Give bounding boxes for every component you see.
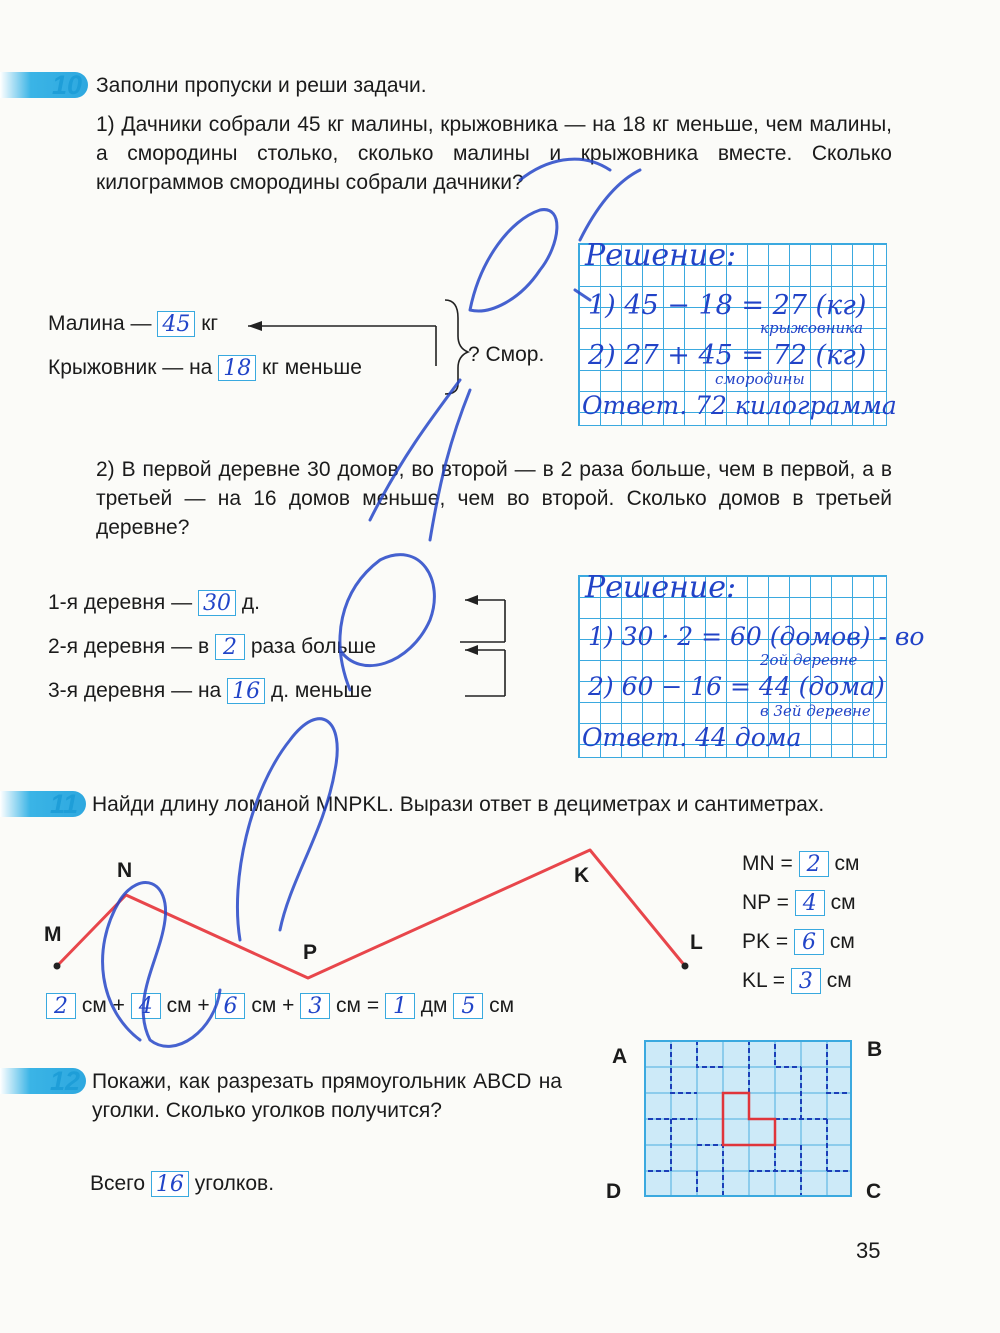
sum-c-box[interactable]: 6 bbox=[215, 993, 245, 1019]
point-m-label: M bbox=[44, 923, 62, 946]
solution-2-step-2: 2) 60 − 16 = 44 (дома) bbox=[588, 672, 885, 701]
segment-mn-unit: см bbox=[834, 852, 860, 875]
sum-b-box[interactable]: 4 bbox=[131, 993, 161, 1019]
sum-b-unit: см bbox=[166, 994, 192, 1017]
segment-np-row bbox=[742, 888, 856, 917]
village-2-unit: раза больше bbox=[250, 635, 377, 658]
solution-2-step-2-note: в 3ей деревне bbox=[760, 702, 871, 720]
village-1-label: 1-я деревня — bbox=[48, 591, 193, 614]
solution-2-step-1-note: 2ой деревне bbox=[760, 651, 858, 669]
raspberry-unit: кг bbox=[201, 312, 219, 335]
solution-1-step-1-note: крыжовника bbox=[760, 319, 864, 337]
village-3-label: 3-я деревня — на bbox=[48, 679, 222, 702]
sum-a-box[interactable]: 2 bbox=[46, 993, 76, 1019]
gooseberry-unit: кг меньше bbox=[262, 356, 362, 379]
solution-1-step-1: 1) 45 − 18 = 27 (кг) bbox=[588, 290, 867, 321]
corner-d-label: D bbox=[606, 1180, 622, 1203]
polyline-mnpkl bbox=[0, 840, 730, 990]
total-unit: уголков. bbox=[194, 1172, 275, 1195]
sum-d-box[interactable]: 3 bbox=[300, 993, 330, 1019]
raspberry-label: Малина — bbox=[48, 312, 152, 335]
solution-1-answer: Ответ. 72 килограмма bbox=[582, 391, 897, 420]
segment-np-label: NP = bbox=[742, 891, 789, 914]
total-label: Всего bbox=[90, 1172, 146, 1195]
segment-pk-row bbox=[742, 927, 855, 956]
segment-pk-box[interactable]: 6 bbox=[794, 929, 824, 955]
gooseberry-label: Крыжовник — на bbox=[48, 356, 213, 379]
result-dm-box[interactable]: 1 bbox=[385, 993, 415, 1019]
plus-2: + bbox=[197, 994, 210, 1017]
problem-2-text: 2) В первой деревне 30 домов, во второй — в 2 раза больше, чем в первой, а в третьей — на 16 домов меньше, чем во второй. Сколько домов в третьей деревне? bbox=[96, 458, 892, 539]
sum-c-unit: см bbox=[251, 994, 277, 1017]
segment-mn-box[interactable]: 2 bbox=[799, 851, 829, 877]
corner-b-label: B bbox=[867, 1038, 883, 1061]
problem-1-text: 1) Дачники собрали 45 кг малины, крыжовника — на 18 кг меньше, чем малины, а смородины столько, сколько малины и крыжовника вместе. Сколько килограммов смородины собрали дачники? bbox=[96, 113, 892, 194]
question-smorodina: ? Смор. bbox=[468, 343, 545, 366]
segment-kl-label: KL = bbox=[742, 969, 786, 992]
segment-pk-unit: см bbox=[829, 930, 855, 953]
village-1-unit: д. bbox=[241, 591, 260, 614]
result-cm-box[interactable]: 5 bbox=[453, 993, 483, 1019]
sum-a-unit: см bbox=[81, 994, 107, 1017]
solution-1-step-2-note: смородины bbox=[715, 370, 805, 388]
village-2-value-box[interactable]: 2 bbox=[215, 634, 245, 660]
village-3-row bbox=[48, 676, 372, 705]
village-3-unit: д. меньше bbox=[270, 679, 373, 702]
task-10-number: 10 bbox=[52, 70, 83, 100]
problem-2-arrows bbox=[440, 588, 520, 708]
task-11-number: 11 bbox=[50, 789, 79, 819]
village-3-value-box[interactable]: 16 bbox=[227, 678, 265, 704]
segment-mn-row bbox=[742, 849, 859, 878]
segment-pk-label: PK = bbox=[742, 930, 789, 953]
segment-mn-label: MN = bbox=[742, 852, 793, 875]
point-l-label: L bbox=[690, 931, 703, 954]
solution-2-answer: Ответ. 44 дома bbox=[582, 723, 802, 752]
solution-1-title: Решение: bbox=[585, 238, 737, 273]
solution-1-step-2: 2) 27 + 45 = 72 (кг) bbox=[588, 340, 867, 371]
raspberry-row bbox=[48, 309, 218, 338]
raspberry-value-box[interactable]: 45 bbox=[157, 311, 195, 337]
segment-kl-box[interactable]: 3 bbox=[791, 968, 821, 994]
segment-np-unit: см bbox=[830, 891, 856, 914]
corner-c-label: C bbox=[866, 1180, 882, 1203]
village-1-value-box[interactable]: 30 bbox=[198, 590, 236, 616]
task-10-heading: Заполни пропуски и реши задачи. bbox=[96, 74, 427, 97]
result-dm-unit: дм bbox=[420, 994, 448, 1017]
result-cm-unit: см bbox=[489, 994, 515, 1017]
solution-2-step-1: 1) 30 · 2 = 60 (домов) - во bbox=[588, 622, 925, 651]
rectangle-abcd-grid bbox=[644, 1040, 854, 1200]
total-value-box[interactable]: 16 bbox=[151, 1171, 189, 1197]
solution-2-title: Решение: bbox=[585, 570, 737, 605]
point-n-label: N bbox=[117, 859, 133, 882]
page-number: 35 bbox=[856, 1238, 881, 1263]
equals: = bbox=[366, 994, 380, 1017]
length-sum-row bbox=[46, 991, 514, 1020]
plus-1: + bbox=[112, 994, 125, 1017]
total-row bbox=[90, 1169, 274, 1198]
plus-3: + bbox=[282, 994, 295, 1017]
task-11-heading: Найди длину ломаной MNPKL. Вырази ответ в дециметрах и сантиметрах. bbox=[92, 793, 825, 816]
village-2-label: 2-я деревня — в bbox=[48, 635, 210, 658]
village-1-row bbox=[48, 588, 260, 617]
segment-kl-unit: см bbox=[826, 969, 852, 992]
village-2-row bbox=[48, 632, 376, 661]
problem-1-brace bbox=[240, 296, 480, 396]
corner-a-label: A bbox=[612, 1045, 628, 1068]
point-k-label: K bbox=[574, 864, 590, 887]
task-12-number: 12 bbox=[50, 1066, 81, 1096]
sum-d-unit: см bbox=[336, 994, 361, 1017]
point-p-label: P bbox=[303, 941, 318, 964]
gooseberry-value-box[interactable]: 18 bbox=[218, 355, 256, 381]
segment-kl-row bbox=[742, 966, 852, 995]
task-12-heading: Покажи, как разрезать прямоугольник ABCD на уголки. Сколько уголков получится? bbox=[92, 1070, 562, 1122]
segment-np-box[interactable]: 4 bbox=[795, 890, 825, 916]
